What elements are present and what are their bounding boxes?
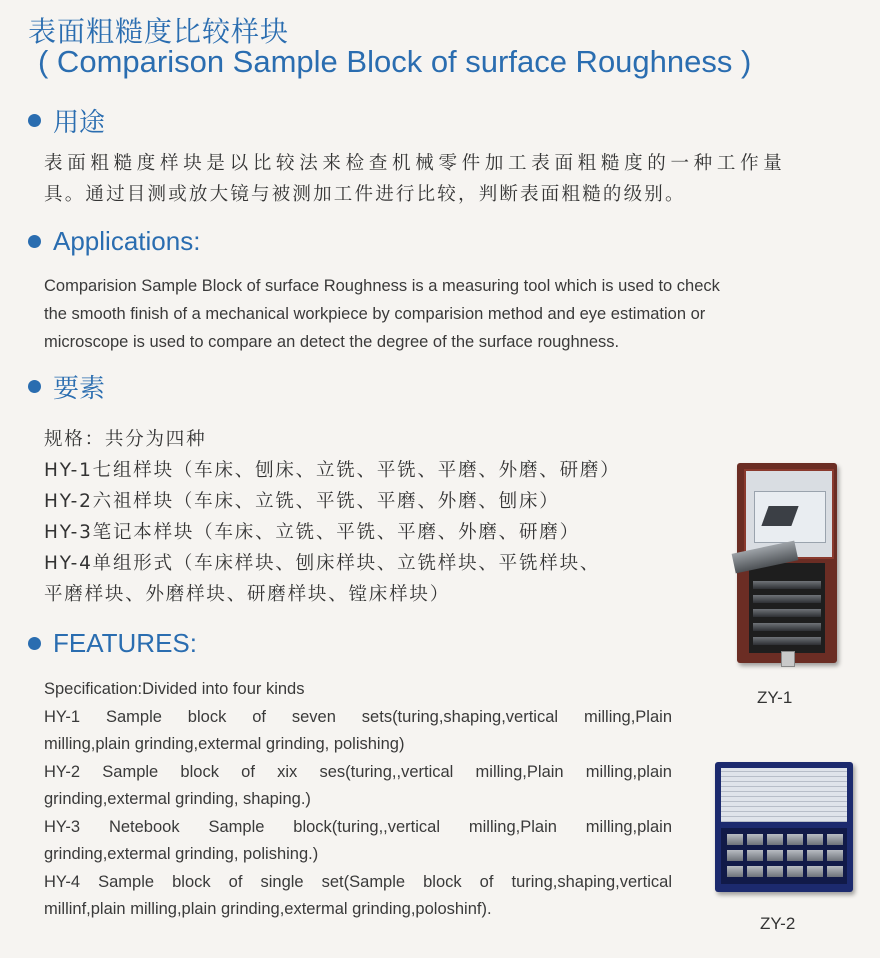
elements-list <box>44 424 620 610</box>
sample-cell <box>827 850 843 861</box>
sample-cell <box>767 866 783 877</box>
features-line: HY-3 Netebook Sample block(turing,,vertical milling,Plain milling,plain <box>44 817 672 836</box>
usage-line: 表面粗糙度样块是以比较法来检查机械零件加工表面粗糙度的一种工作量 <box>44 153 784 174</box>
caption-zy1: ZY-1 <box>757 688 793 707</box>
sample-tray <box>721 828 847 884</box>
sample-block <box>753 637 821 645</box>
case-latch <box>781 651 795 667</box>
sample-cell <box>807 850 823 861</box>
features-line: milling,plain grinding,extermal grinding, polishing) <box>44 735 405 753</box>
page-title-en: ( Comparison Sample Block of surface Roughness ) <box>38 44 752 79</box>
features-line: grinding,extermal grinding, shaping.) <box>44 790 311 808</box>
features-line: HY-4 Sample block of single set(Sample block of turing,shaping,vertical <box>44 872 672 891</box>
elements-line: HY-3笔记本样块（车床、立铣、平铣、平磨、外磨、研磨） <box>44 522 580 543</box>
spec-sheet <box>721 768 847 822</box>
elements-line: HY-4单组形式（车床样块、刨床样块、立铣样块、平铣样块、 <box>44 553 601 574</box>
sample-tray <box>749 563 825 653</box>
elements-heading <box>28 368 105 405</box>
sample-cell <box>787 834 803 845</box>
page-title-cn: 表面粗糙度比较样块 <box>28 15 290 48</box>
applications-heading <box>28 226 200 257</box>
applications-line: Comparision Sample Block of surface Roughness is a measuring tool which is used to check <box>44 277 720 295</box>
caption-zy2: ZY-2 <box>760 914 796 933</box>
bullet-icon <box>28 380 41 393</box>
bullet-icon <box>28 235 41 248</box>
bullet-icon <box>28 637 41 650</box>
features-line: grinding,extermal grinding, polishing.) <box>44 845 319 863</box>
features-list <box>44 676 672 924</box>
sample-cell <box>727 834 743 845</box>
sample-cell <box>727 866 743 877</box>
features-line: Specification:Divided into four kinds <box>44 680 305 698</box>
bullet-icon <box>28 114 41 127</box>
product-photo-zy1 <box>737 463 837 663</box>
sample-cell <box>747 850 763 861</box>
sample-cell <box>747 866 763 877</box>
elements-line: HY-1七组样块（车床、刨床、立铣、平铣、平磨、外磨、研磨） <box>44 460 621 481</box>
sample-block <box>753 581 821 589</box>
applications-line: the smooth finish of a mechanical workpiece by comparision method and eye estimation or <box>44 305 706 323</box>
sample-cell <box>807 834 823 845</box>
applications-paragraph <box>44 272 720 356</box>
usage-heading-text: 用途 <box>53 108 106 138</box>
product-photo-zy2 <box>715 762 853 892</box>
sample-block <box>753 609 821 617</box>
applications-heading-text: Applications: <box>53 226 201 256</box>
applications-line: microscope is used to compare an detect the degree of the surface roughness. <box>44 333 620 351</box>
label-card <box>754 491 826 543</box>
sample-cell <box>787 866 803 877</box>
sample-block <box>753 595 821 603</box>
elements-line: 平磨样块、外磨样块、研磨样块、镗床样块） <box>44 584 451 605</box>
usage-heading <box>28 102 105 139</box>
sample-cell <box>827 834 843 845</box>
sample-cell <box>787 850 803 861</box>
elements-heading-text: 要素 <box>53 374 106 404</box>
features-line: HY-1 Sample block of seven sets(turing,shaping,vertical milling,Plain <box>44 707 672 726</box>
elements-line: HY-2六祖样块（车床、立铣、平铣、平磨、外磨、刨床） <box>44 491 560 512</box>
features-heading-text: FEATURES: <box>53 628 197 658</box>
sample-cell <box>807 866 823 877</box>
usage-line: 具。通过目测或放大镜与被测加工件进行比较，判断表面粗糙的级别。 <box>44 184 686 205</box>
sample-block <box>753 623 821 631</box>
sample-cell <box>727 850 743 861</box>
sample-cell <box>747 834 763 845</box>
sample-cell <box>827 866 843 877</box>
sample-cell <box>767 834 783 845</box>
sample-cell <box>767 850 783 861</box>
elements-line: 规格：共分为四种 <box>44 429 207 450</box>
features-line: HY-2 Sample block of xix ses(turing,,vertical milling,Plain milling,plain <box>44 762 672 781</box>
features-heading <box>28 628 197 659</box>
usage-paragraph <box>44 148 784 210</box>
features-line: millinf,plain milling,plain grinding,extermal grinding,poloshinf). <box>44 900 492 918</box>
